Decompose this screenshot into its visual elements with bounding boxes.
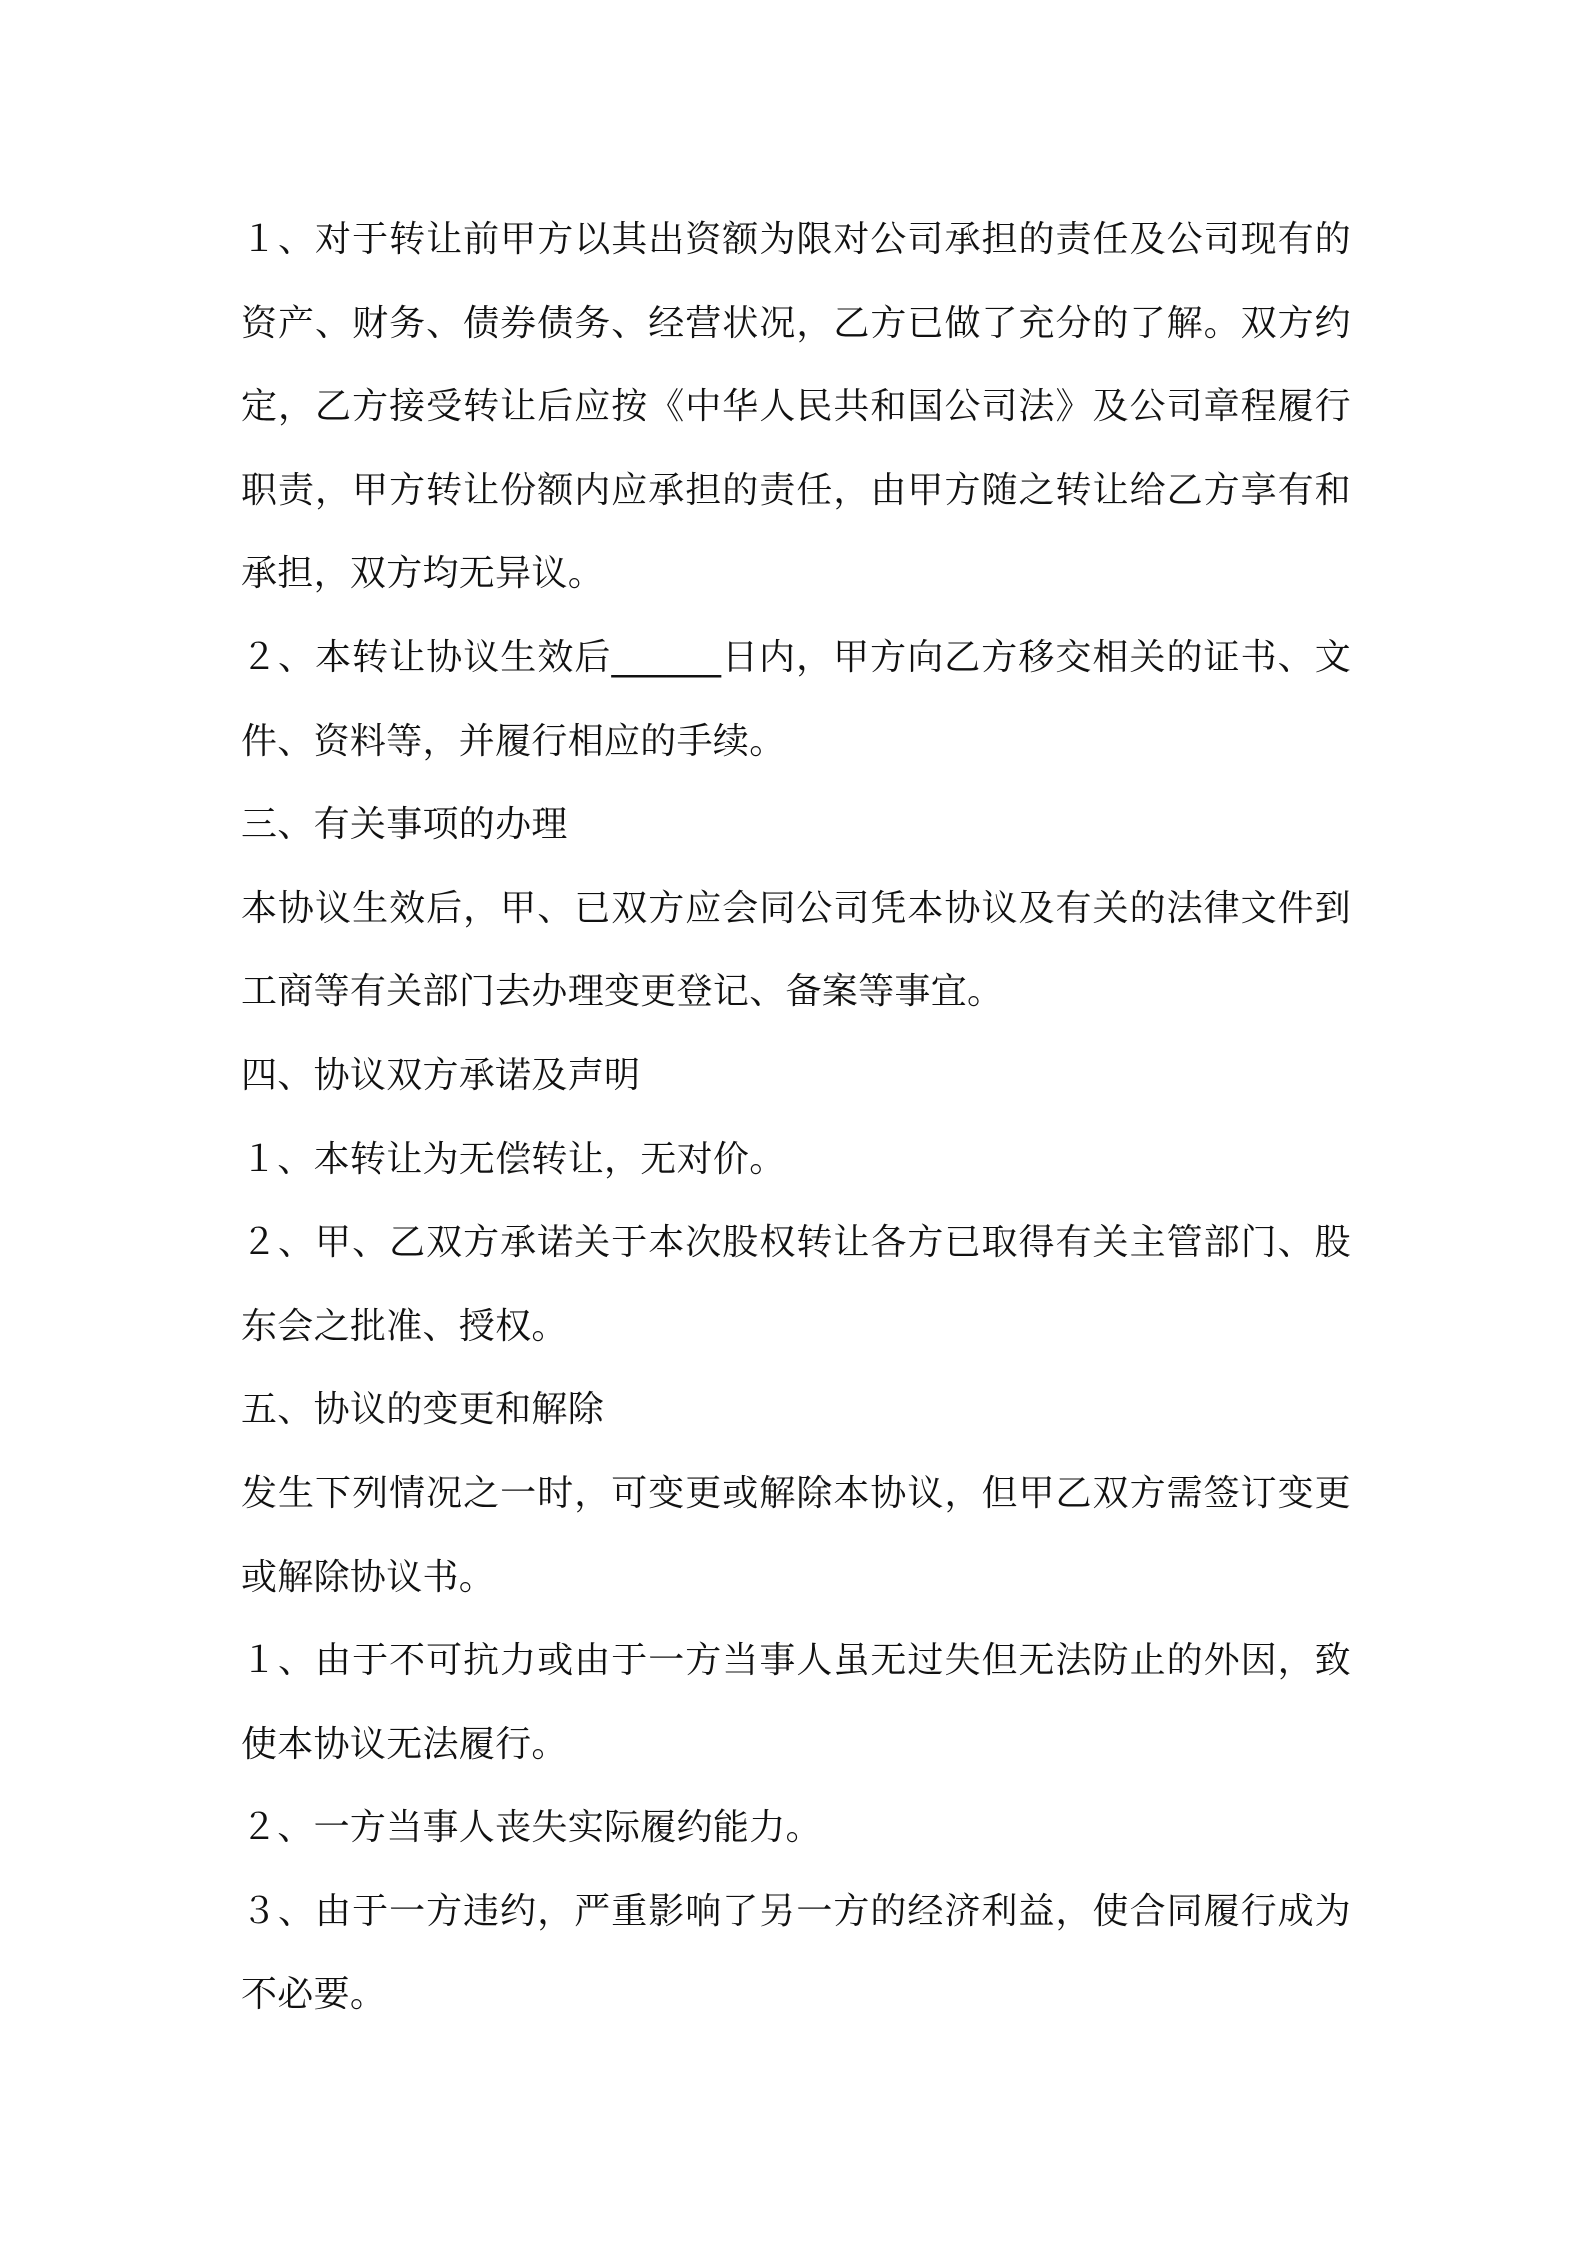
section-heading: 三、有关事项的办理 xyxy=(241,804,568,846)
clause-paragraph: １、由于不可抗力或由于一方当事人虽无过失但无法防止的外因，致使本协议无法履行。 xyxy=(241,1640,1351,1765)
section-heading: 五、协议的变更和解除 xyxy=(241,1389,605,1431)
clause-paragraph: 发生下列情况之一时，可变更或解除本协议，但甲乙双方需签订变更或解除协议书。 xyxy=(241,1472,1351,1598)
clause-paragraph: １、对于转让前甲方以其出资额为限对公司承担的责任及公司现有的资产、财务、债券债务、经营状况，乙方已做了充分的了解。双方约定，乙方接受转让后应按《中华人民共和国公司法》及公司章程履行职责，甲方转让份额内应承担的责任，由甲方随之转让给乙方享有和承担，双方均无异议。 xyxy=(241,219,1351,595)
clause-paragraph: ２、本转让协议生效后______日内，甲方向乙方移交相关的证书、文件、资料等，并履行相应的手续。 xyxy=(241,636,1351,762)
clause-paragraph: ２、一方当事人丧失实际履约能力。 xyxy=(241,1807,822,1849)
clause-paragraph: 本协议生效后，甲、已双方应会同公司凭本协议及有关的法律文件到工商等有关部门去办理变更登记、备案等事宜。 xyxy=(241,887,1351,1013)
document-body xyxy=(241,198,1351,2037)
clause-paragraph: ３、由于一方违约，严重影响了另一方的经济利益，使合同履行成为不必要。 xyxy=(241,1890,1351,2016)
clause-paragraph: １、本转让为无偿转让，无对价。 xyxy=(241,1138,786,1180)
clause-paragraph: ２、甲、乙双方承诺关于本次股权转让各方已取得有关主管部门、股东会之批准、授权。 xyxy=(241,1222,1351,1347)
section-heading: 四、协议双方承诺及声明 xyxy=(241,1054,641,1096)
